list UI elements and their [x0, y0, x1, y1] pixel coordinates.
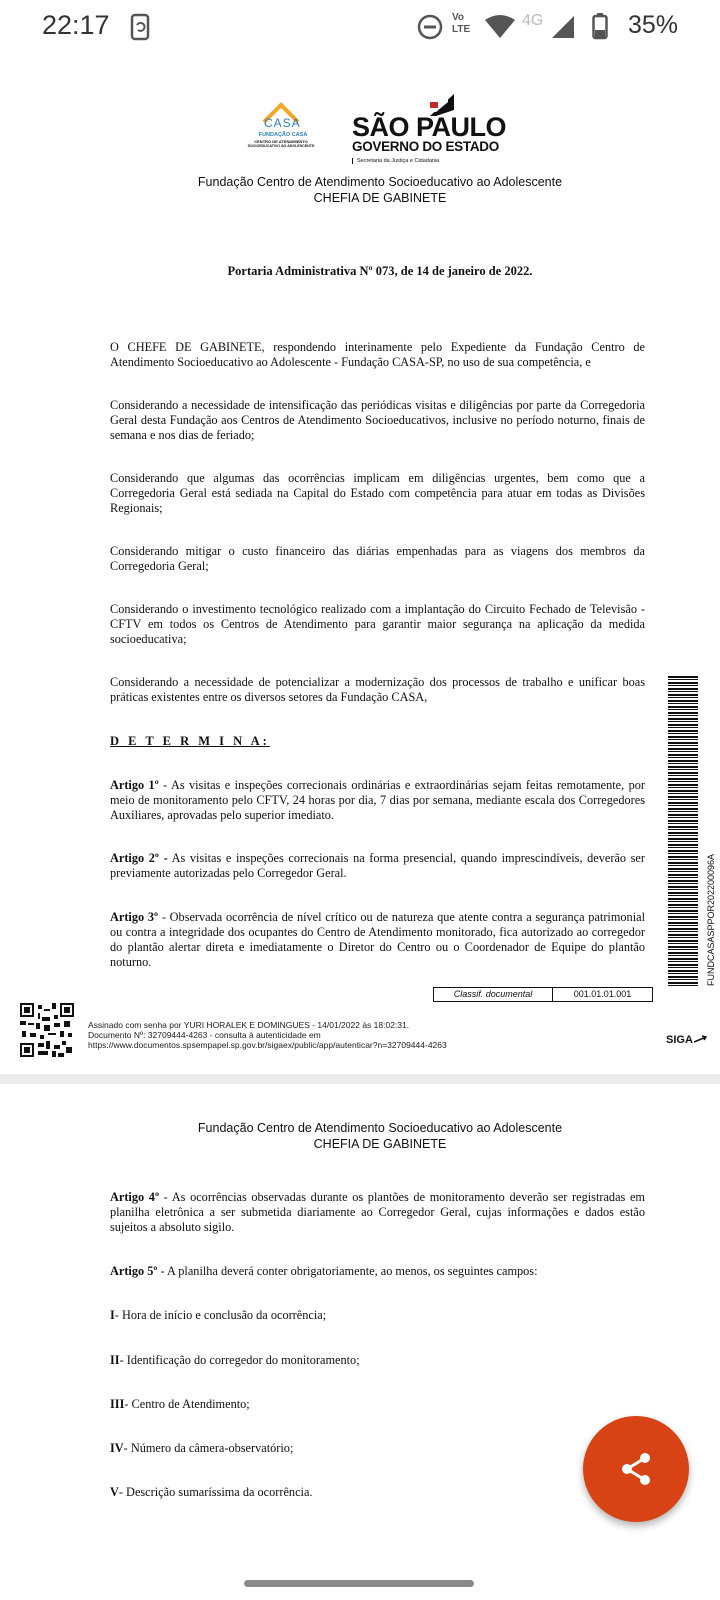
considerando-5: Considerando a necessidade de potencializar a modernização dos processos de trabalho e unificar boas práticas existentes entre os diversos setores da Fundação CASA, — [110, 675, 645, 704]
artigo-4-label: Artigo 4º — [110, 1190, 160, 1204]
artigo-5-label: Artigo 5º — [110, 1264, 158, 1278]
classif-value: 001.01.01.001 — [573, 989, 632, 999]
page2-header-line2: CHEFIA DE GABINETE — [313, 1137, 447, 1151]
status-bar — [0, 0, 720, 56]
inciso-1 — [110, 1308, 645, 1323]
artigo-1 — [110, 778, 645, 823]
volte-icon — [452, 12, 472, 36]
artigo-5-text: - A planilha deverá conter obrigatoriamente, ao menos, os seguintes campos: — [157, 1264, 538, 1278]
wifi-icon — [484, 14, 516, 40]
sao-paulo-logo — [352, 92, 512, 172]
inciso-5-text: - Descrição sumaríssima da ocorrência. — [118, 1485, 313, 1499]
gesture-nav-bar[interactable] — [244, 1580, 474, 1587]
artigo-2-label: Artigo 2º - — [110, 851, 168, 865]
considerando-1: Considerando a necessidade de intensificação das periódicas visitas e diligências por parte da Corregedoria Geral desta Fundação aos Centros de Atendimento Socioeducativos, inclusive no período noturno, finais de semana e nos dias de feriado; — [110, 398, 645, 442]
artigo-2-text: As visitas e inspeções correcionais na forma presencial, quando imprescindíveis, deverão ser previamente autorizadas pelo Corregedor Geral. — [110, 851, 645, 880]
inciso-1-text: - Hora de início e conclusão da ocorrência; — [114, 1308, 327, 1322]
artigo-3-text: - Observada ocorrência de nível crítico ou de natureza que atente contra a segurança patrimonial ou contra a integridade dos ocupantes do Centro de Atendimento monitorado, fica autorizado ao corregedor do plantão alertar direta e imediatamente o Diretor do Centro ou o Coordenador de Equipe do plantão noturno. — [110, 910, 645, 969]
signature-block — [88, 1020, 447, 1050]
artigo-1-label: Artigo 1º — [110, 778, 159, 792]
classif-label: Classif. documental — [434, 988, 553, 1001]
header-line1: Fundação Centro de Atendimento Socioeducativo ao Adolescente — [197, 175, 563, 189]
share-button[interactable] — [583, 1416, 689, 1522]
artigo-2 — [110, 851, 645, 881]
sp-subtitle: GOVERNO DO ESTADO — [352, 139, 499, 154]
casa-sub2: CENTRO DE ATENDIMENTO — [254, 139, 308, 144]
inciso-4-text: - Número da câmera-observatório; — [123, 1441, 294, 1455]
document-page-2[interactable] — [0, 1084, 720, 1600]
network-type: 4G — [522, 12, 544, 29]
inciso-4 — [110, 1441, 645, 1456]
siga-logo — [666, 1034, 708, 1046]
qr-code — [20, 1003, 74, 1057]
artigo-4 — [110, 1190, 645, 1235]
casa-sub1: FUNDAÇÃO CASA — [258, 132, 308, 138]
do-not-disturb-icon — [417, 14, 443, 40]
sp-title: SÃO PAULO — [352, 112, 507, 142]
casa-sub3: SOCIOEDUCATIVO AO ADOLESCENTE — [247, 144, 315, 148]
considerando-4: Considerando o investimento tecnológico realizado com a implantação do Circuito Fechado de Televisão - CFTV em todos os Centros de Atendimento para garantir maior segurança na aplicação da medida socioeducativa; — [110, 602, 645, 646]
rotate-icon — [128, 13, 152, 41]
inciso-5 — [110, 1485, 645, 1500]
inciso-3-num: III — [110, 1397, 125, 1411]
barcode — [668, 676, 698, 986]
barcode-text: FUNDCASASPPOR202200096A — [706, 853, 716, 986]
page-title: Portaria Administrativa Nº 073, de 14 de janeiro de 2022. — [227, 264, 533, 278]
siga-arrow-icon — [694, 1035, 708, 1043]
battery-percent: 35% — [628, 11, 679, 39]
inciso-1-num: I — [110, 1308, 115, 1322]
share-icon — [618, 1451, 654, 1487]
inciso-2-text: - Identificação do corregedor do monitoramento; — [119, 1353, 360, 1367]
inciso-3 — [110, 1397, 645, 1412]
casa-name: CASA — [264, 116, 301, 130]
inciso-2-num: II — [110, 1353, 120, 1367]
considerando-3: Considerando mitigar o custo financeiro das diárias empenhadas para as viagens dos membros da Corregedoria Geral; — [110, 544, 645, 573]
signature-line2: Documento Nº: 32709444-4263 - consulta à autenticidade em — [88, 1030, 321, 1040]
volte-label: Vo LTE — [452, 12, 471, 35]
artigo-5 — [110, 1264, 645, 1279]
battery-icon — [592, 12, 608, 40]
signature-line1: Assinado com senha por YURI HORALEK E DOMINGUES - 14/01/2022 às 18:02:31. — [88, 1020, 410, 1030]
siga-text: SIGA — [666, 1034, 693, 1046]
artigo-3-label: Artigo 3º — [110, 910, 159, 924]
document-page-1[interactable] — [0, 56, 720, 1074]
classification-box — [433, 987, 653, 1002]
page2-header-line1: Fundação Centro de Atendimento Socioeducativo ao Adolescente — [197, 1121, 563, 1135]
artigo-1-text: - As visitas e inspeções correcionais ordinárias e extraordinárias sejam feitas remotamente, por meio de monitoramento pelo CFTV, 24 horas por dia, 7 dias por semana, mediante escala dos Corregedores Auxiliares, aprovadas pelo superior imediato. — [110, 778, 645, 822]
header-line2: CHEFIA DE GABINETE — [313, 191, 447, 205]
sp-secretaria: Secretaria da Justiça e Cidadania — [352, 158, 439, 164]
signal-icon — [550, 14, 576, 40]
inciso-3-text: - Centro de Atendimento; — [124, 1397, 250, 1411]
inciso-2 — [110, 1353, 645, 1368]
fundacao-casa-logo — [246, 102, 316, 154]
status-time: 22:17 — [42, 10, 110, 40]
intro-paragraph: O CHEFE DE GABINETE, respondendo interinamente pelo Expediente da Fundação Centro de Atendimento Socioeducativo ao Adolescente - Fundação CASA-SP, no uso de sua competência, e — [110, 340, 645, 369]
considerando-2: Considerando que algumas das ocorrências implicam em diligências urgentes, bem como que a Corregedoria Geral está sediada na Capital do Estado com competência para atuar em todas as Divisões Regionais; — [110, 471, 645, 515]
inciso-5-num: V — [110, 1485, 119, 1499]
signature-line3[interactable]: https://www.documentos.spsempapel.sp.gov.br/sigaex/public/app/autenticar?n=32709444-4263 — [88, 1040, 447, 1050]
determina-heading: D E T E R M I N A: — [110, 734, 270, 748]
page-separator — [0, 1074, 720, 1084]
artigo-4-text: - As ocorrências observadas durante os plantões de monitoramento deverão ser registradas em planilha eletrônica a ser submetida diariamente ao Corregedor Geral, cujas informações e dados estão sujeitos a absoluto sigilo. — [110, 1190, 645, 1234]
inciso-4-num: IV — [110, 1441, 124, 1455]
artigo-3 — [110, 910, 645, 970]
